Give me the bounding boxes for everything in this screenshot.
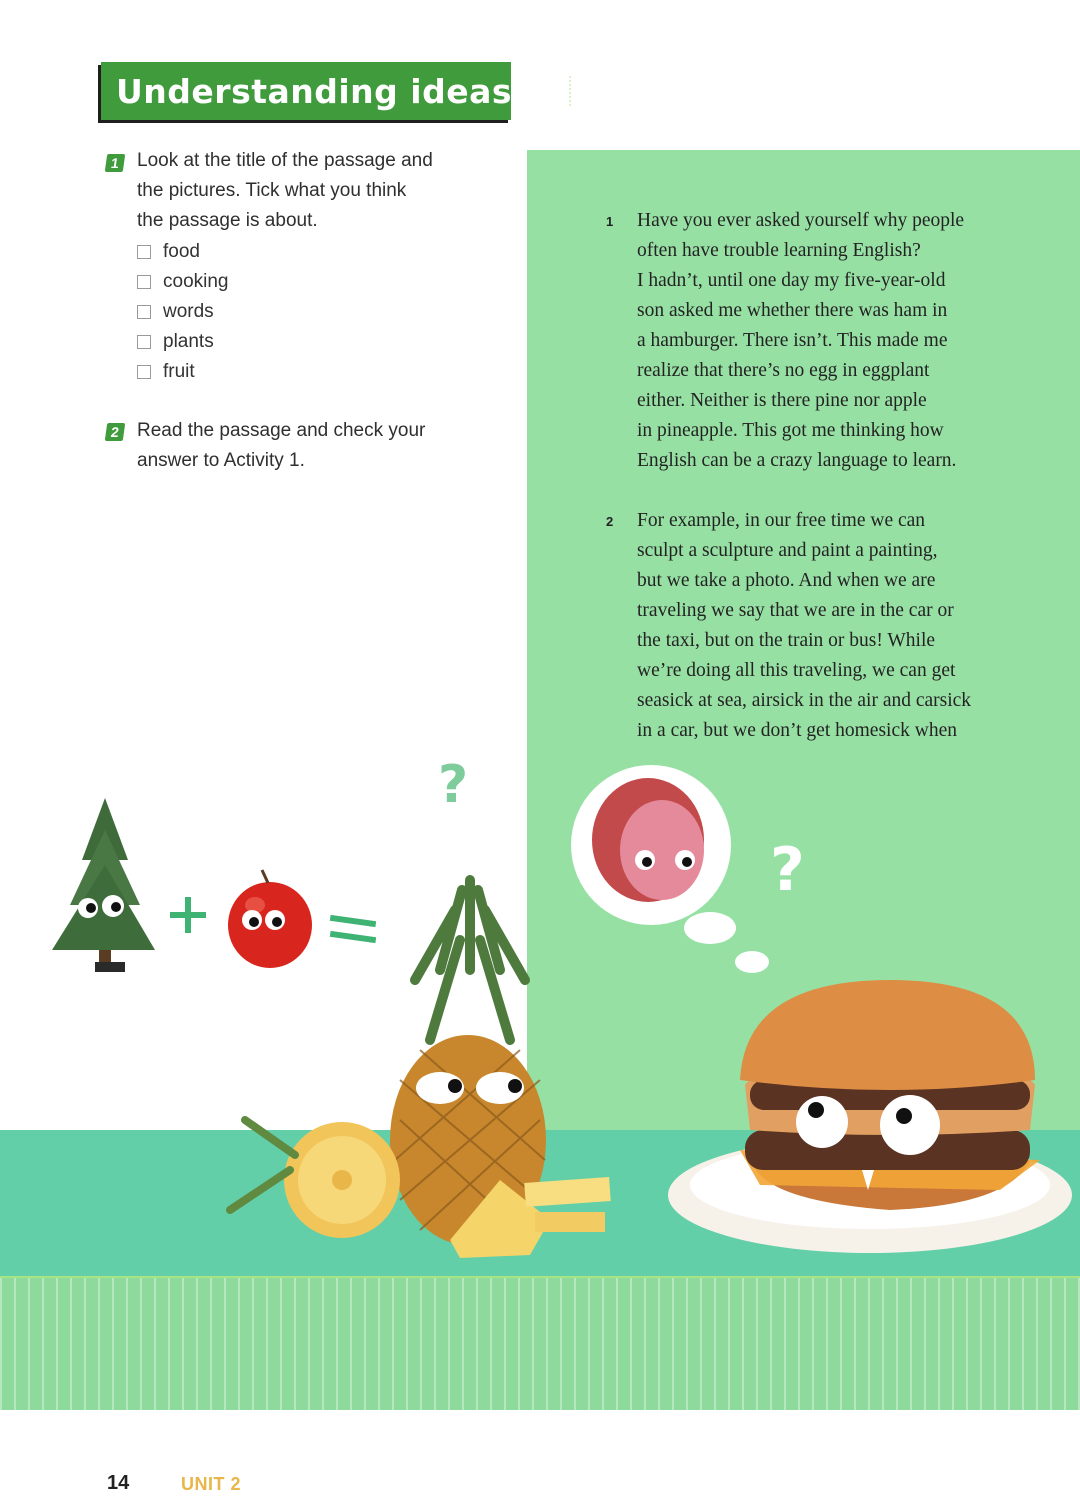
option-label: plants	[163, 331, 214, 352]
instruction-line: the passage is about.	[137, 210, 318, 231]
option-cooking[interactable]	[137, 267, 229, 297]
option-label: cooking	[163, 271, 229, 292]
passage-line: realize that there’s no egg in eggplant	[637, 360, 930, 381]
passage-line: son asked me whether there was ham in	[637, 300, 948, 321]
checkbox[interactable]	[137, 335, 151, 349]
passage-line: in pineapple. This got me thinking how	[637, 420, 944, 441]
apple-icon	[228, 870, 312, 968]
passage-line: sculpt a sculpture and paint a painting,	[637, 540, 938, 561]
instruction-line: the pictures. Tick what you think	[137, 180, 407, 201]
activity-2-instructions	[137, 416, 477, 476]
section-title: Understanding ideas	[116, 71, 513, 111]
question-mark-icon: ?	[770, 835, 805, 905]
checkbox[interactable]	[137, 365, 151, 379]
passage-paragraph-1	[637, 206, 1007, 476]
section-heading	[101, 62, 511, 120]
passage-line: Have you ever asked yourself why people	[637, 210, 965, 231]
checkbox[interactable]	[137, 305, 151, 319]
chevron-down-icon[interactable]	[584, 85, 606, 98]
option-words[interactable]	[137, 297, 229, 327]
page-number: 14	[107, 1472, 130, 1494]
option-fruit[interactable]	[137, 357, 229, 387]
hamburger-icon	[668, 980, 1072, 1253]
passage-line: traveling we say that we are in the car or	[637, 600, 954, 621]
activity-1-options	[137, 237, 229, 387]
activity-2-badge: 2	[105, 423, 126, 441]
activity-1-instructions	[137, 146, 477, 236]
passage-line: a hamburger. There isn’t. This made me	[637, 330, 948, 351]
paragraph-number: 2	[606, 514, 614, 529]
illustration	[0, 740, 1080, 1280]
passage-line: but we take a photo. And when we are	[637, 570, 936, 591]
pine-tree-icon	[52, 798, 155, 972]
activity-1-badge: 1	[105, 154, 126, 172]
option-food[interactable]	[137, 237, 229, 267]
instruction-line: Look at the title of the passage and	[137, 150, 433, 171]
unit-label: UNIT 2	[181, 1474, 242, 1494]
passage-line: often have trouble learning English?	[637, 240, 921, 261]
paragraph-number: 1	[606, 214, 614, 229]
passage-line: in a car, but we don’t get homesick when	[637, 720, 957, 741]
thought-bubble	[571, 765, 769, 973]
instruction-line: Read the passage and check your	[137, 420, 426, 441]
passage-paragraph-2	[637, 506, 1017, 746]
plus-icon	[170, 897, 206, 933]
passage-line: either. Neither is there pine nor apple	[637, 390, 927, 411]
option-label: words	[163, 301, 214, 322]
passage-line: the taxi, but on the train or bus! While	[637, 630, 936, 651]
passage-line: seasick at sea, airsick in the air and carsick	[637, 690, 972, 711]
heading-divider	[569, 76, 571, 106]
floor-front	[0, 1278, 1080, 1410]
passage-line: For example, in our free time we can	[637, 510, 926, 531]
equals-icon	[330, 915, 376, 943]
checkbox[interactable]	[137, 275, 151, 289]
passage-line: English can be a crazy language to learn.	[637, 450, 957, 471]
instruction-line: answer to Activity 1.	[137, 450, 305, 471]
question-mark-icon: ?	[438, 755, 469, 815]
option-label: fruit	[163, 361, 195, 382]
checkbox[interactable]	[137, 245, 151, 259]
option-plants[interactable]	[137, 327, 229, 357]
passage-line: we’re doing all this traveling, we can get	[637, 660, 956, 681]
passage-line: I hadn’t, until one day my five-year-old	[637, 270, 946, 291]
option-label: food	[163, 241, 200, 262]
